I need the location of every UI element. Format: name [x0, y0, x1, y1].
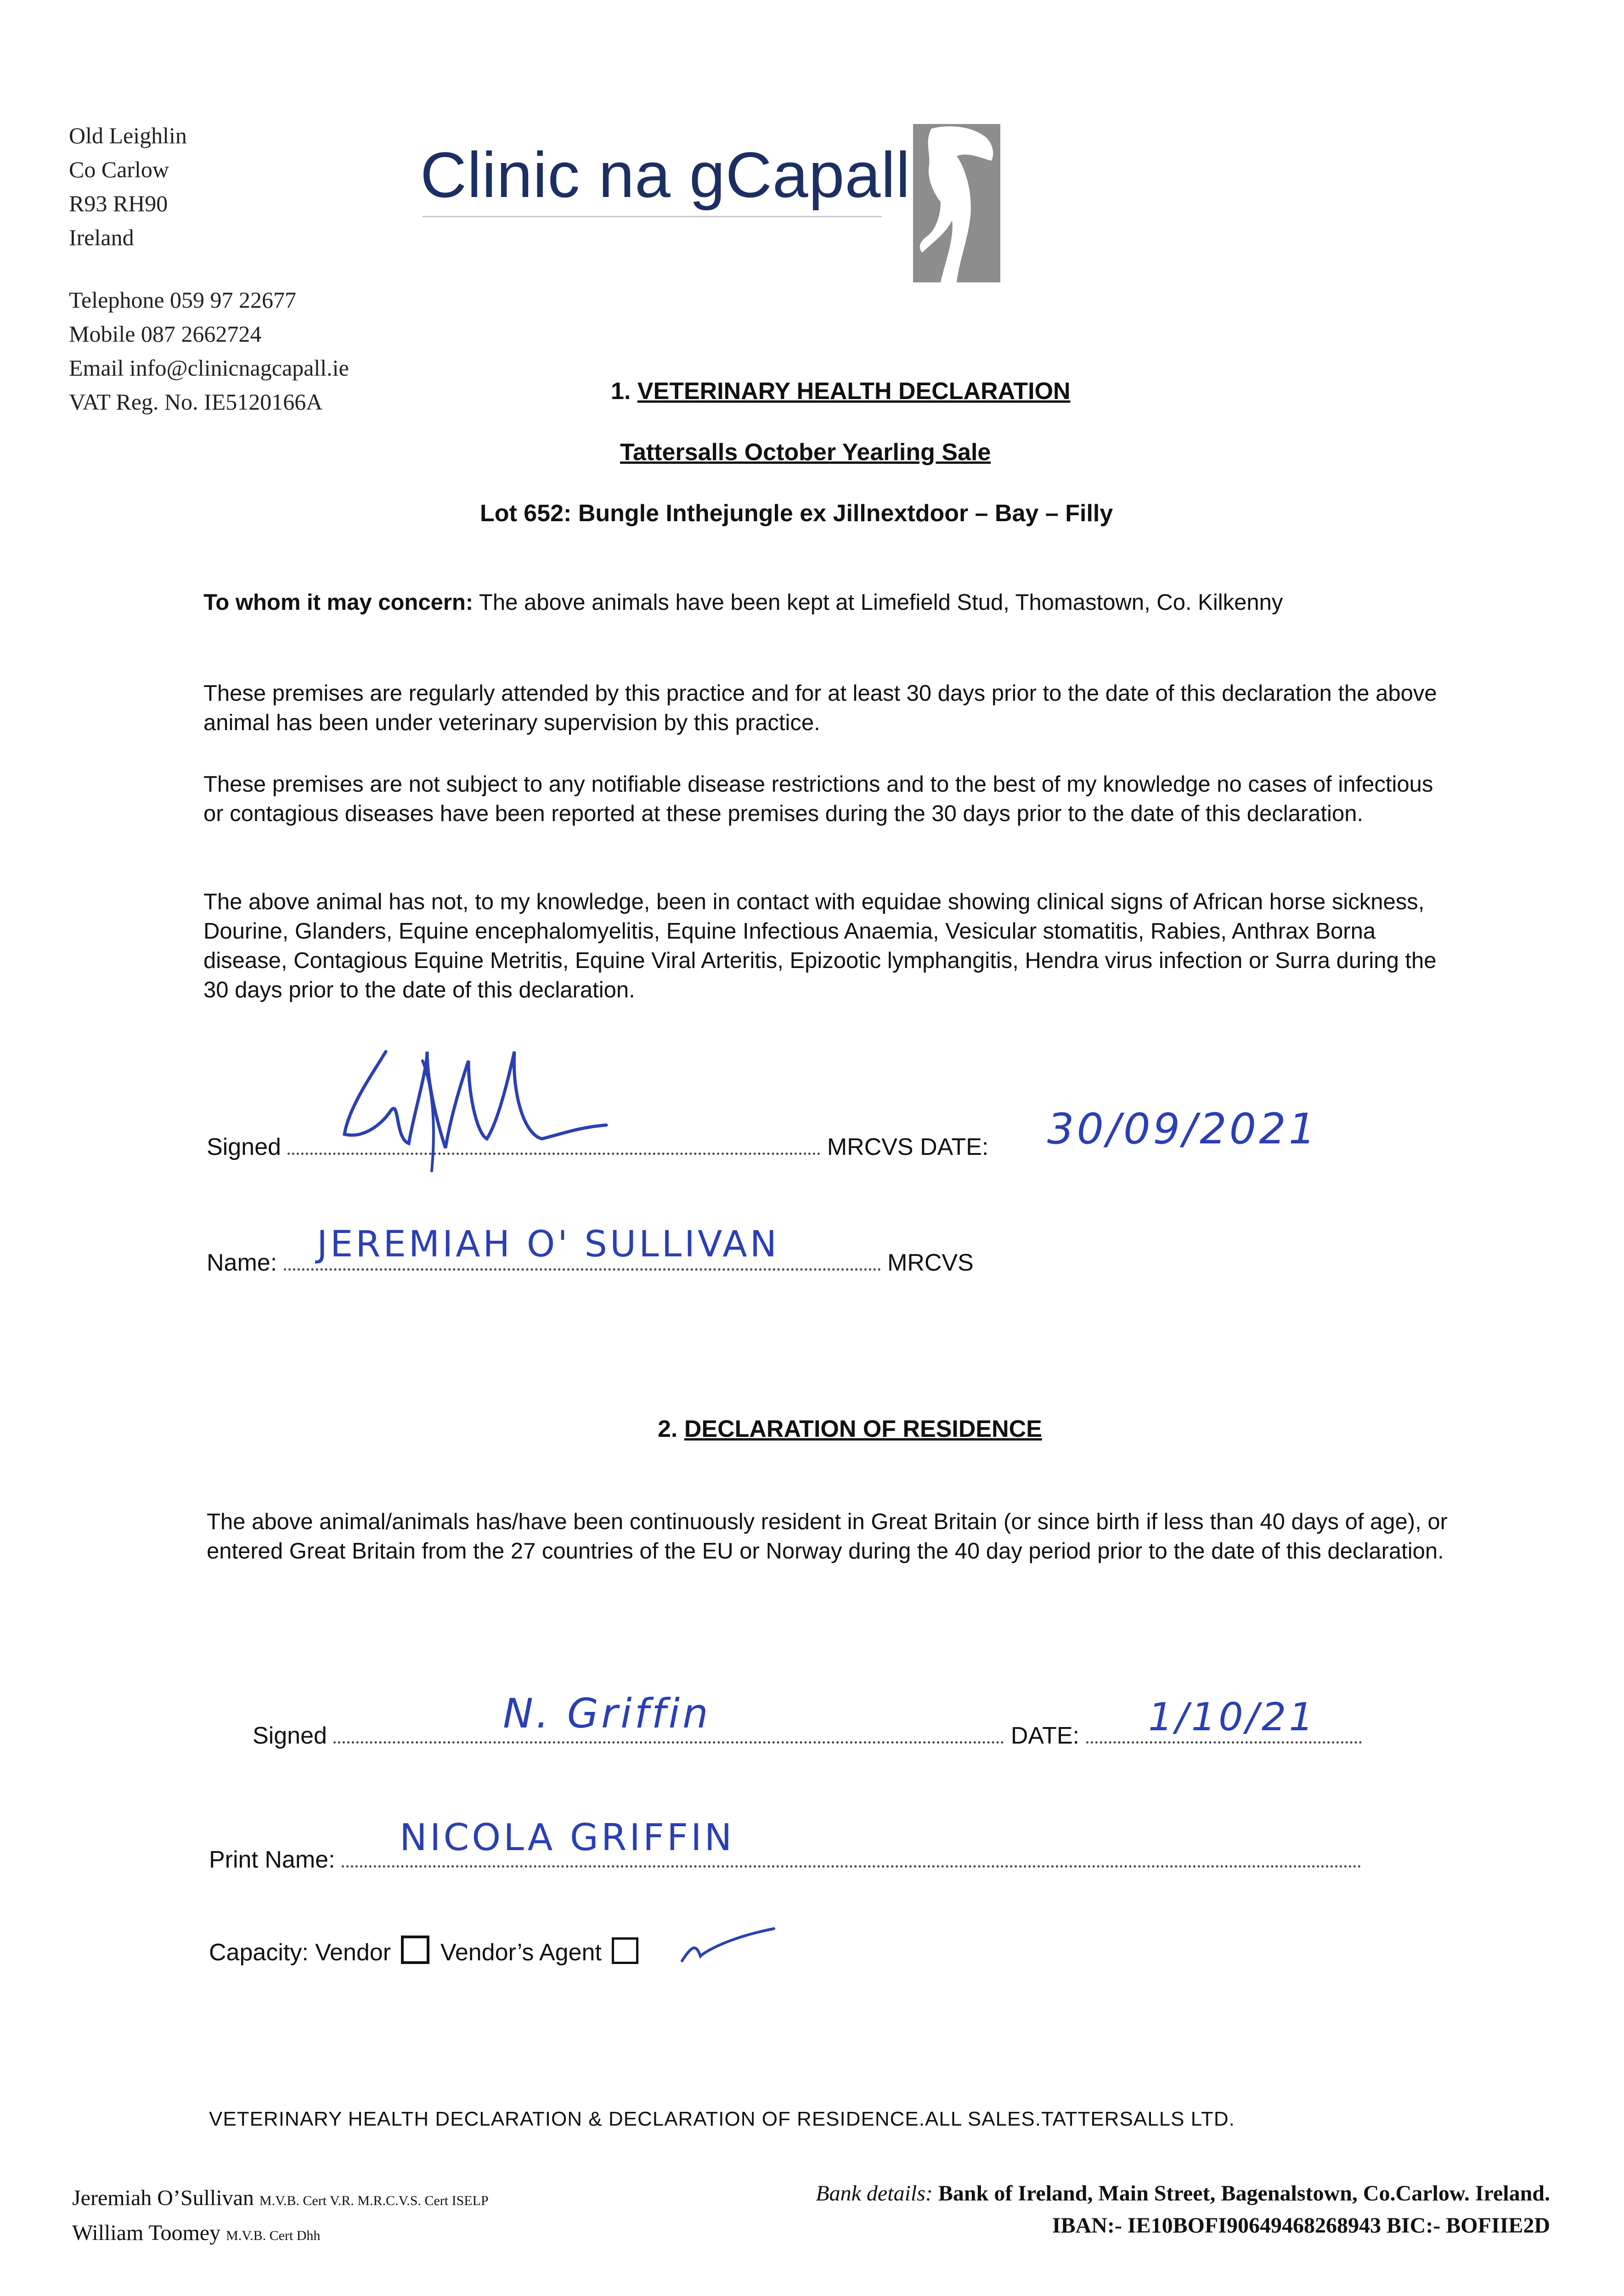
contact-telephone: Telephone 059 97 22677: [69, 287, 297, 313]
vet1-name: Jeremiah O’Sullivan: [72, 2186, 254, 2210]
sale-title: Tattersalls October Yearling Sale: [620, 439, 991, 466]
vet-handwritten-signature: [321, 1033, 620, 1182]
agent-signature-handwritten: N. Griffin: [503, 1690, 711, 1737]
vet-name-handwritten: JEREMIAH O' SULLIVAN: [317, 1224, 780, 1265]
vet-name-label: Name:: [207, 1249, 277, 1276]
bank-label: Bank details:: [816, 2181, 933, 2206]
vet-name-suffix: MRCVS: [887, 1249, 974, 1276]
agent-date-label: DATE:: [1010, 1722, 1080, 1749]
section2-title: DECLARATION OF RESIDENCE: [684, 1416, 1042, 1442]
lot-title: Lot 652: Bungle Inthejungle ex Jillnextdoor – Bay – Filly: [480, 500, 1113, 527]
print-name-handwritten: NICOLA GRIFFIN: [400, 1816, 735, 1859]
residence-paragraph: The above animal/animals has/have been continuously resident in Great Britain (or since birth if less than 40 days of age), or entered Great Britain from the 27 countries of the EU or Norway during the 40 day period prior to the date of this declaration.: [207, 1509, 1448, 1564]
address-line: Ireland: [69, 225, 134, 250]
supervision-paragraph: These premises are regularly attended by this practice and for at least 30 days prior to the date of this declaration the above animal has been under veterinary supervision by this practice.: [203, 681, 1437, 735]
concern-paragraph: [203, 588, 1453, 617]
print-name-row: [209, 1846, 1361, 1874]
address-line: R93 RH90: [69, 191, 168, 216]
agent-date-handwritten: 1/10/21: [1148, 1694, 1316, 1739]
vet1-quals: M.V.B. Cert V.R. M.R.C.V.S. Cert ISELP: [259, 2193, 489, 2208]
address-line: Co Carlow: [69, 157, 169, 182]
vet2-name: William Toomey: [72, 2221, 221, 2245]
footer-title: VETERINARY HEALTH DECLARATION & DECLARATION OF RESIDENCE.ALL SALES.TATTERSALLS LTD.: [209, 2108, 1235, 2130]
letterhead-address: [69, 118, 349, 419]
contact-email: Email info@clinicnagcapall.ie: [69, 355, 349, 381]
clinic-logo-text: Clinic na gCapall: [420, 139, 911, 211]
contact-mobile: Mobile 087 2662724: [69, 321, 262, 347]
vet-date-handwritten: 30/09/2021: [1047, 1104, 1319, 1154]
address-line: Old Leighlin: [69, 123, 187, 148]
restrictions-paragraph: These premises are not subject to any notifiable disease restrictions and to the best of my knowledge no cases of infectious or contagious diseases have been reported at these premises during the 30 days prior to the date of this declaration.: [203, 772, 1433, 826]
vendors-agent-label: Vendor’s Agent: [440, 1939, 602, 1966]
bank-details: [723, 2178, 1550, 2242]
section2-number: 2.: [658, 1416, 678, 1442]
contact-vat: VAT Reg. No. IE5120166A: [69, 389, 323, 415]
section1-title: VETERINARY HEALTH DECLARATION: [637, 378, 1071, 405]
horse-logo-icon: [913, 124, 1000, 282]
contact-paragraph: The above animal has not, to my knowledge, been in contact with equidae showing clinical signs of African horse sickness, Dourine, Glanders, Equine encephalomyelitis, Equine Infectious Anaemia, Vesicular stomatitis, Rabies, Anthrax Borna disease, Contagious Equine Metritis, Equine Viral Arteritis, Epizootic lymphangitis, Hendra virus infection or Surra during the 30 days prior to the date of this declaration.: [203, 889, 1437, 1002]
concern-text: The above animals have been kept at Limefield Stud, Thomastown, Co. Kilkenny: [473, 590, 1283, 615]
vendors-agent-checkbox[interactable]: [612, 1937, 638, 1964]
vet2-quals: M.V.B. Cert Dhh: [226, 2228, 321, 2243]
section2-heading: [658, 1415, 1042, 1443]
logo-divider: [423, 216, 882, 217]
print-name-label: Print Name:: [209, 1846, 335, 1873]
section1-heading: [611, 377, 1071, 405]
vet-signed-label: Signed: [207, 1134, 281, 1160]
mrcvs-date-label: MRCVS DATE:: [827, 1134, 989, 1160]
concern-label: To whom it may concern:: [203, 590, 474, 615]
section1-number: 1.: [611, 378, 631, 405]
iban-bic: IBAN:- IE10BOFI90649468268943 BIC:- BOFIIE2D: [1052, 2213, 1550, 2238]
vet-names: [72, 2182, 489, 2252]
capacity-label: Capacity: Vendor: [209, 1939, 391, 1966]
vendors-agent-tick: [673, 1919, 778, 1972]
bank-value: Bank of Ireland, Main Street, Bagenalstown, Co.Carlow. Ireland.: [938, 2181, 1550, 2206]
capacity-row: [209, 1936, 649, 1966]
agent-signed-label: Signed: [253, 1722, 327, 1749]
vendor-checkbox[interactable]: [401, 1936, 429, 1964]
